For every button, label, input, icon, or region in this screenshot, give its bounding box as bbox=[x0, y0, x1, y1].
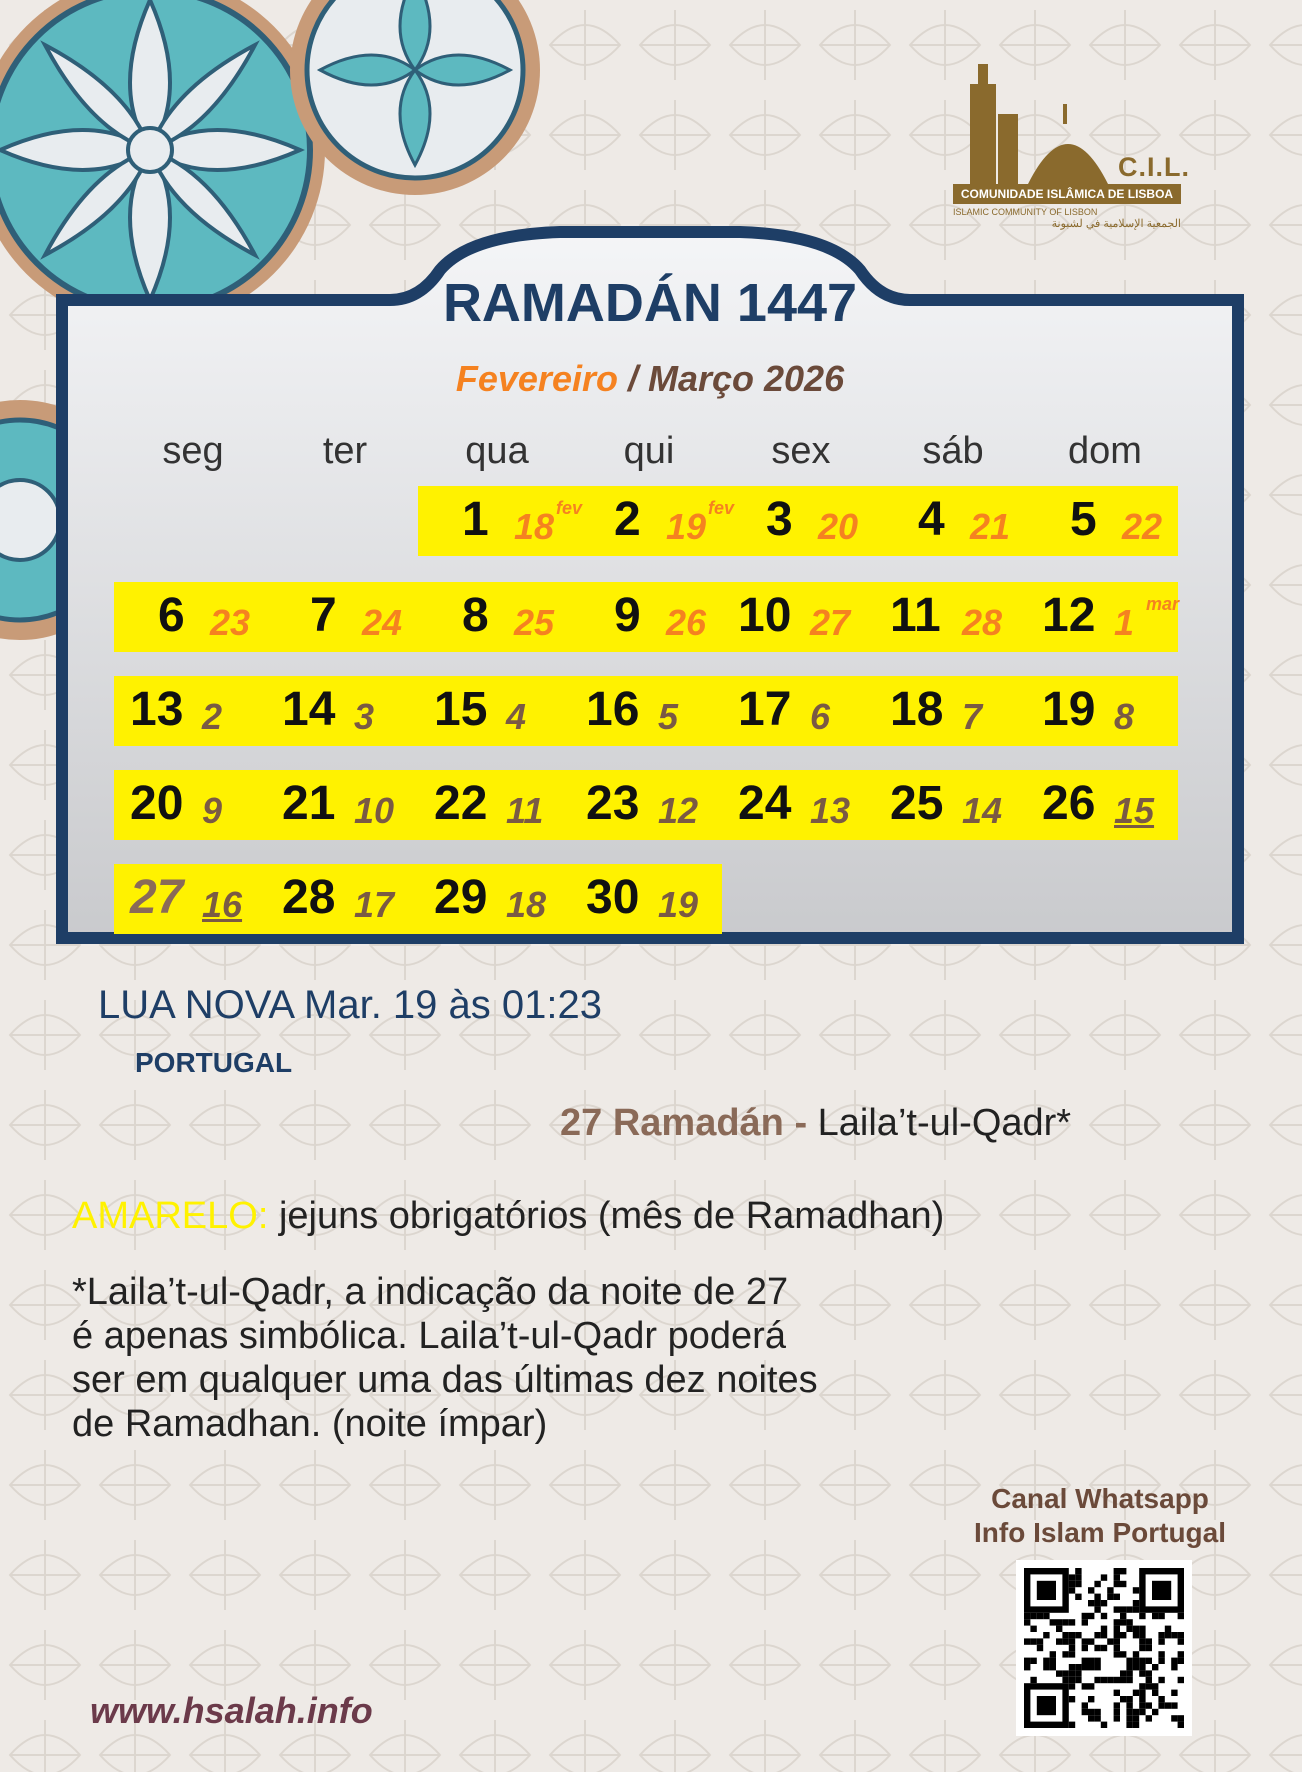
country-label: PORTUGAL bbox=[135, 1047, 293, 1078]
qr-code-icon bbox=[1016, 1560, 1192, 1736]
day-cell bbox=[426, 676, 578, 746]
day-cell bbox=[882, 486, 1034, 556]
ramadan-day-number: 23 bbox=[586, 777, 640, 830]
day-cell bbox=[578, 676, 730, 746]
day-cell bbox=[274, 864, 426, 934]
weekday-header: dom bbox=[1068, 430, 1142, 472]
day-cell bbox=[1034, 582, 1186, 652]
gregorian-date: 21 bbox=[970, 506, 1011, 547]
subtitle-slash: / bbox=[617, 358, 648, 399]
ramadan-day-number: 11 bbox=[890, 589, 941, 642]
day-cell bbox=[274, 676, 426, 746]
ramadan-day-number: 29 bbox=[434, 871, 488, 924]
day-cell bbox=[426, 864, 578, 934]
ramadan-day-number: 14 bbox=[282, 683, 336, 736]
day-cell bbox=[122, 864, 274, 934]
gregorian-date: 3 bbox=[354, 696, 375, 737]
day-cell bbox=[578, 486, 735, 556]
calendar-title: RAMADÁN 1447 bbox=[442, 273, 858, 333]
weekday-header: sex bbox=[771, 430, 831, 472]
ramadan-day-number: 18 bbox=[890, 683, 944, 736]
logo-english: ISLAMIC COMMUNITY OF LISBON bbox=[953, 207, 1098, 217]
gregorian-date: 27 bbox=[810, 602, 851, 643]
gregorian-date: 2 bbox=[202, 696, 223, 737]
gregorian-date: 5 bbox=[658, 696, 679, 737]
ramadan-day-number: 16 bbox=[586, 683, 640, 736]
gregorian-date: 12 bbox=[658, 790, 699, 831]
gregorian-date: 9 bbox=[202, 790, 223, 831]
day-cell bbox=[730, 770, 882, 840]
day-cell bbox=[882, 676, 1034, 746]
gregorian-date: 23 bbox=[210, 602, 251, 643]
day-cell bbox=[426, 770, 578, 840]
gregorian-date: 18 bbox=[514, 506, 555, 547]
day-cell bbox=[578, 864, 730, 934]
qadr-label: 27 Ramadán - bbox=[560, 1102, 808, 1144]
gregorian-date: 15 bbox=[1114, 790, 1155, 831]
day-cell bbox=[882, 770, 1034, 840]
weekday-header: ter bbox=[322, 430, 368, 472]
ramadan-day-number: 24 bbox=[738, 777, 792, 830]
ramadan-day-number: 25 bbox=[890, 777, 944, 830]
note-line: *Laila’t-ul-Qadr, a indicação da noite de 27 bbox=[72, 1271, 789, 1313]
day-cell bbox=[1034, 486, 1186, 556]
day-cell bbox=[122, 770, 274, 840]
day-cell bbox=[426, 486, 583, 556]
gregorian-date: 19 bbox=[658, 884, 699, 925]
ramadan-day-number: 10 bbox=[738, 589, 792, 642]
day-cell bbox=[274, 582, 426, 652]
gregorian-date: 20 bbox=[818, 506, 859, 547]
gregorian-date: 1 bbox=[1114, 602, 1135, 643]
gregorian-date: 7 bbox=[962, 696, 983, 737]
ramadan-day-number: 19 bbox=[1042, 683, 1096, 736]
note-line: é apenas simbólica. Laila’t-ul-Qadr poderá bbox=[72, 1315, 786, 1357]
gregorian-date: 25 bbox=[514, 602, 555, 643]
calendar-subtitle bbox=[370, 358, 930, 400]
ramadan-day-number: 17 bbox=[738, 683, 792, 736]
gregorian-date: 8 bbox=[1114, 696, 1135, 737]
day-cell bbox=[730, 486, 882, 556]
ramadan-day-number: 2 bbox=[614, 493, 641, 546]
ramadan-day-number: 30 bbox=[586, 871, 640, 924]
ramadan-day-number: 13 bbox=[130, 683, 184, 736]
gregorian-date: 24 bbox=[362, 602, 403, 643]
subtitle-february: Fevereiro bbox=[455, 358, 618, 399]
day-cell bbox=[1034, 676, 1186, 746]
ramadan-day-number: 8 bbox=[462, 589, 489, 642]
whatsapp-line-2: Info Islam Portugal bbox=[973, 1517, 1227, 1548]
day-cell bbox=[426, 582, 578, 652]
ramadan-day-number: 15 bbox=[434, 683, 488, 736]
gregorian-date: 26 bbox=[666, 602, 707, 643]
day-cell bbox=[122, 582, 274, 652]
logo-name: COMUNIDADE ISLÂMICA DE LISBOA bbox=[953, 184, 1181, 204]
ramadan-day-number: 21 bbox=[282, 777, 336, 830]
month-superscript: fev bbox=[708, 498, 735, 518]
logo-short-name: C.I.L. bbox=[1118, 152, 1190, 182]
day-cell bbox=[122, 676, 274, 746]
legend-line bbox=[72, 1195, 944, 1238]
ramadan-day-number: 22 bbox=[434, 777, 488, 830]
qadr-note bbox=[72, 1270, 972, 1446]
gregorian-date: 6 bbox=[810, 696, 831, 737]
ramadan-day-number: 28 bbox=[282, 871, 336, 924]
note-line: de Ramadhan. (noite ímpar) bbox=[72, 1403, 548, 1445]
day-cell bbox=[274, 770, 426, 840]
logo-arabic: الجمعية الإسلامية في لشبونة bbox=[1051, 218, 1181, 230]
weekday-header: sáb bbox=[922, 430, 984, 472]
ramadan-day-number: 6 bbox=[158, 589, 185, 642]
day-cell bbox=[578, 582, 730, 652]
ramadan-day-number: 4 bbox=[918, 493, 945, 546]
legend-key: AMARELO: bbox=[72, 1195, 269, 1237]
gregorian-date: 4 bbox=[506, 696, 527, 737]
gregorian-date: 28 bbox=[962, 602, 1003, 643]
weekday-header: qua bbox=[465, 430, 529, 472]
gregorian-date: 13 bbox=[810, 790, 851, 831]
weekday-header: qui bbox=[623, 430, 675, 472]
gregorian-date: 22 bbox=[1122, 506, 1163, 547]
gregorian-date: 11 bbox=[506, 790, 544, 831]
month-superscript: mar bbox=[1146, 594, 1180, 614]
ramadan-day-number: 3 bbox=[766, 493, 793, 546]
whatsapp-line-1: Canal Whatsapp bbox=[991, 1483, 1209, 1514]
ramadan-day-number: 7 bbox=[310, 589, 337, 642]
subtitle-march: Março 2026 bbox=[647, 358, 845, 399]
ramadan-day-number: 26 bbox=[1042, 777, 1096, 830]
legend-text: jejuns obrigatórios (mês de Ramadhan) bbox=[268, 1195, 945, 1237]
gregorian-date: 14 bbox=[962, 790, 1003, 831]
gregorian-date: 17 bbox=[354, 884, 395, 925]
new-moon-info: LUA NOVA Mar. 19 às 01:23 bbox=[98, 983, 602, 1027]
gregorian-date: 10 bbox=[354, 790, 395, 831]
ramadan-day-number: 27 bbox=[130, 871, 184, 924]
day-cell bbox=[730, 676, 882, 746]
ramadan-day-number: 12 bbox=[1042, 589, 1096, 642]
gregorian-date: 19 bbox=[666, 506, 707, 547]
ramadan-day-number: 20 bbox=[130, 777, 184, 830]
ramadan-day-number: 5 bbox=[1070, 493, 1097, 546]
gregorian-date: 18 bbox=[506, 884, 547, 925]
day-cell bbox=[730, 582, 882, 652]
day-cell bbox=[1034, 770, 1186, 840]
month-superscript: fev bbox=[556, 498, 583, 518]
note-line: ser em qualquer uma das últimas dez noites bbox=[72, 1359, 818, 1401]
day-cell bbox=[882, 582, 1034, 652]
gregorian-date: 16 bbox=[202, 884, 243, 925]
qr-code[interactable] bbox=[1016, 1560, 1192, 1736]
qadr-value: Laila’t-ul-Qadr* bbox=[807, 1102, 1072, 1144]
website-link[interactable]: www.hsalah.info bbox=[90, 1690, 373, 1731]
laylat-al-qadr-line bbox=[560, 1102, 1071, 1145]
day-cell bbox=[578, 770, 730, 840]
weekday-header: seg bbox=[162, 430, 224, 472]
ramadan-day-number: 1 bbox=[462, 493, 489, 546]
ramadan-day-number: 9 bbox=[614, 589, 641, 642]
whatsapp-channel-label bbox=[965, 1482, 1235, 1550]
